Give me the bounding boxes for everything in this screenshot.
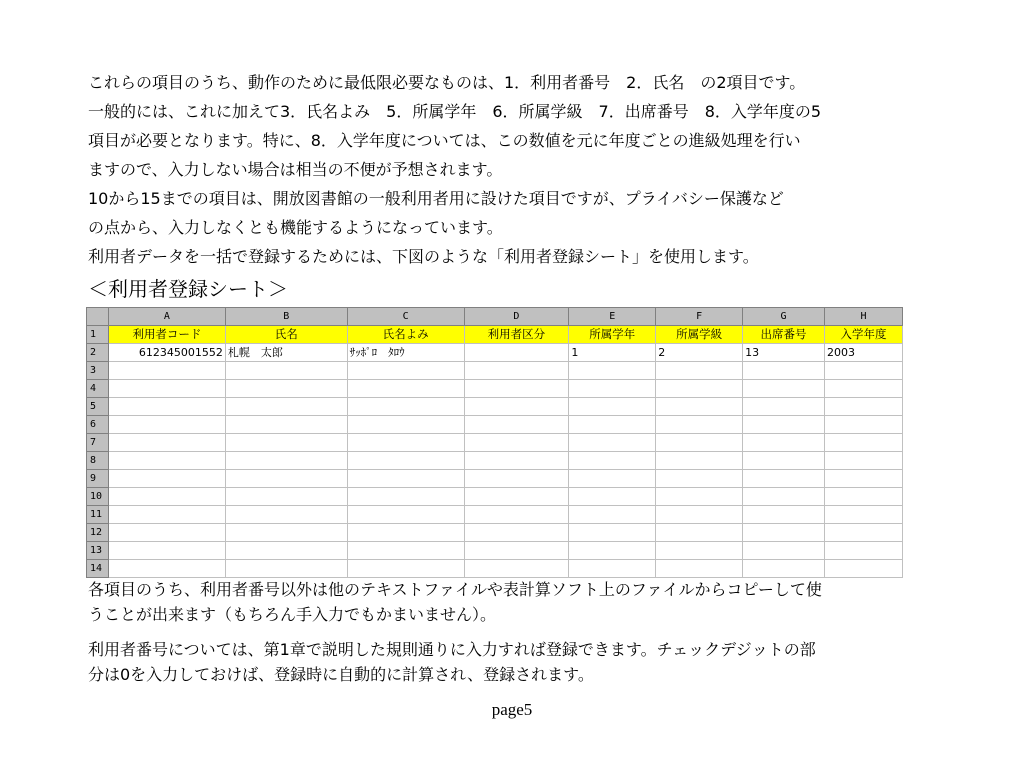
header-cell[interactable]: 氏名よみ: [347, 326, 464, 344]
cell[interactable]: [656, 524, 743, 542]
intro-line: の点から、入力しなくとも機能するようになっています。: [88, 218, 503, 237]
header-cell[interactable]: 入学年度: [825, 326, 903, 344]
cell[interactable]: [108, 488, 225, 506]
cell[interactable]: [656, 542, 743, 560]
cell[interactable]: 13: [743, 344, 825, 362]
cell[interactable]: [569, 524, 656, 542]
cell[interactable]: [569, 542, 656, 560]
intro-line: 10から15までの項目は、開放図書館の一般利用者用に設けた項目ですが、プライバシー保護など: [88, 189, 784, 208]
cell[interactable]: [825, 380, 903, 398]
cell[interactable]: [569, 362, 656, 380]
cell[interactable]: [347, 434, 464, 452]
intro-line: 一般的には、これに加えて3．氏名よみ 5．所属学年 6．所属学級 7．出席番号 8．入学年度の5: [88, 102, 822, 121]
cell[interactable]: [825, 488, 903, 506]
table-row: [87, 380, 903, 398]
table-row: [87, 470, 903, 488]
table-row: [87, 506, 903, 524]
cell[interactable]: ｻｯﾎﾟﾛ ﾀﾛｳ: [347, 344, 464, 362]
intro-line: 利用者データを一括で登録するためには、下図のような「利用者登録シート」を使用します。: [88, 247, 759, 266]
intro-line: ますので、入力しない場合は相当の不便が予想されます。: [88, 160, 503, 179]
cell[interactable]: [569, 560, 656, 578]
table-row: [87, 542, 903, 560]
cell[interactable]: [825, 362, 903, 380]
cell[interactable]: [656, 470, 743, 488]
cell[interactable]: [656, 416, 743, 434]
cell[interactable]: [743, 470, 825, 488]
cell[interactable]: [108, 524, 225, 542]
cell[interactable]: [108, 470, 225, 488]
cell[interactable]: [825, 506, 903, 524]
cell[interactable]: [108, 452, 225, 470]
cell[interactable]: [464, 524, 569, 542]
column-header-f[interactable]: F: [656, 308, 743, 326]
cell[interactable]: [569, 470, 656, 488]
cell[interactable]: [347, 524, 464, 542]
cell[interactable]: [825, 452, 903, 470]
table-row: [87, 362, 903, 380]
table-row: [87, 434, 903, 452]
cell[interactable]: [347, 452, 464, 470]
cell[interactable]: 2003: [825, 344, 903, 362]
cell[interactable]: [225, 560, 347, 578]
row-header[interactable]: 2: [87, 344, 109, 362]
cell[interactable]: [464, 398, 569, 416]
cell[interactable]: [464, 470, 569, 488]
cell[interactable]: [108, 560, 225, 578]
cell[interactable]: 2: [656, 344, 743, 362]
row-header[interactable]: 8: [87, 452, 109, 470]
cell[interactable]: [825, 416, 903, 434]
column-header-g[interactable]: G: [743, 308, 825, 326]
cell[interactable]: [743, 560, 825, 578]
cell[interactable]: [825, 524, 903, 542]
cell[interactable]: [743, 398, 825, 416]
body-line: 利用者番号については、第1章で説明した規則通りに入力すれば登録できます。チェックデジットの部: [88, 640, 816, 659]
cell[interactable]: [225, 470, 347, 488]
row-header[interactable]: 1: [87, 326, 109, 344]
cell[interactable]: [225, 398, 347, 416]
cell[interactable]: [225, 524, 347, 542]
cell[interactable]: [108, 434, 225, 452]
body-line: 各項目のうち、利用者番号以外は他のテキストファイルや表計算ソフト上のファイルからコピーして使: [88, 580, 822, 599]
cell[interactable]: [743, 452, 825, 470]
cell[interactable]: [225, 542, 347, 560]
cell[interactable]: [225, 434, 347, 452]
row-header[interactable]: 11: [87, 506, 109, 524]
cell[interactable]: [825, 398, 903, 416]
body-line: 分は0を入力しておけば、登録時に自動的に計算され、登録されます。: [88, 665, 594, 684]
body-line: うことが出来ます（もちろん手入力でもかまいません）。: [88, 605, 497, 624]
table-row: [87, 560, 903, 578]
cell[interactable]: [225, 362, 347, 380]
table-row: [87, 488, 903, 506]
cell[interactable]: [656, 452, 743, 470]
cell[interactable]: [225, 488, 347, 506]
cell[interactable]: [825, 542, 903, 560]
row-header[interactable]: 4: [87, 380, 109, 398]
cell[interactable]: [569, 488, 656, 506]
cell[interactable]: [347, 506, 464, 524]
cell[interactable]: [825, 560, 903, 578]
cell[interactable]: [464, 506, 569, 524]
spreadsheet-grid: [86, 307, 903, 578]
cell[interactable]: [347, 398, 464, 416]
cell[interactable]: [656, 434, 743, 452]
row-header[interactable]: 3: [87, 362, 109, 380]
page-number: page5: [491, 700, 533, 719]
cell[interactable]: [743, 506, 825, 524]
table-row: [87, 416, 903, 434]
cell[interactable]: [347, 416, 464, 434]
cell[interactable]: [225, 506, 347, 524]
row-header[interactable]: 12: [87, 524, 109, 542]
cell[interactable]: [464, 542, 569, 560]
cell[interactable]: 1: [569, 344, 656, 362]
cell[interactable]: [825, 434, 903, 452]
corner-cell[interactable]: [87, 308, 109, 326]
header-cell[interactable]: 利用者区分: [464, 326, 569, 344]
cell[interactable]: [347, 362, 464, 380]
row-header[interactable]: 5: [87, 398, 109, 416]
table-row: [87, 344, 903, 362]
row-header[interactable]: 7: [87, 434, 109, 452]
header-cell[interactable]: 利用者コード: [108, 326, 225, 344]
cell[interactable]: [743, 416, 825, 434]
cell[interactable]: [108, 380, 225, 398]
cell[interactable]: [464, 560, 569, 578]
cell[interactable]: [464, 362, 569, 380]
cell[interactable]: [656, 560, 743, 578]
cell[interactable]: [743, 488, 825, 506]
cell[interactable]: [464, 416, 569, 434]
column-header-row: [87, 308, 903, 326]
cell[interactable]: [108, 362, 225, 380]
sheet-heading: ＜利用者登録シート＞: [88, 277, 288, 301]
cell[interactable]: [569, 506, 656, 524]
cell[interactable]: 札幌 太郎: [225, 344, 347, 362]
intro-line: これらの項目のうち、動作のために最低限必要なものは、1．利用者番号 2．氏名 の2項目です。: [88, 73, 806, 92]
cell[interactable]: [569, 416, 656, 434]
header-cell[interactable]: 出席番号: [743, 326, 825, 344]
spreadsheet: [86, 307, 903, 574]
cell[interactable]: [656, 362, 743, 380]
cell[interactable]: [225, 452, 347, 470]
column-header-a[interactable]: A: [108, 308, 225, 326]
cell[interactable]: [569, 380, 656, 398]
cell[interactable]: [743, 524, 825, 542]
row-header[interactable]: 6: [87, 416, 109, 434]
cell[interactable]: 612345001552: [108, 344, 225, 362]
column-header-d[interactable]: D: [464, 308, 569, 326]
cell[interactable]: [569, 452, 656, 470]
row-header[interactable]: 14: [87, 560, 109, 578]
cell[interactable]: [656, 380, 743, 398]
cell[interactable]: [743, 380, 825, 398]
cell[interactable]: [825, 470, 903, 488]
cell[interactable]: [347, 542, 464, 560]
cell[interactable]: [569, 434, 656, 452]
cell[interactable]: [225, 416, 347, 434]
table-row: [87, 326, 903, 344]
cell[interactable]: [464, 452, 569, 470]
header-cell[interactable]: 氏名: [225, 326, 347, 344]
cell[interactable]: [347, 560, 464, 578]
cell[interactable]: [464, 380, 569, 398]
cell[interactable]: [108, 506, 225, 524]
table-row: [87, 398, 903, 416]
cell[interactable]: [108, 398, 225, 416]
cell[interactable]: [225, 380, 347, 398]
column-header-e[interactable]: E: [569, 308, 656, 326]
column-header-c[interactable]: C: [347, 308, 464, 326]
row-header[interactable]: 13: [87, 542, 109, 560]
cell[interactable]: [347, 470, 464, 488]
cell[interactable]: [743, 362, 825, 380]
table-row: [87, 524, 903, 542]
cell[interactable]: [347, 380, 464, 398]
cell[interactable]: [464, 488, 569, 506]
cell[interactable]: [464, 344, 569, 362]
cell[interactable]: [108, 416, 225, 434]
cell[interactable]: [656, 488, 743, 506]
table-row: [87, 452, 903, 470]
column-header-h[interactable]: H: [825, 308, 903, 326]
cell[interactable]: [347, 488, 464, 506]
header-cell[interactable]: 所属学年: [569, 326, 656, 344]
row-header[interactable]: 10: [87, 488, 109, 506]
column-header-b[interactable]: B: [225, 308, 347, 326]
intro-line: 項目が必要となります。特に、8．入学年度については、この数値を元に年度ごとの進級処理を行い: [88, 131, 801, 150]
cell[interactable]: [108, 542, 225, 560]
cell[interactable]: [569, 398, 656, 416]
cell[interactable]: [656, 506, 743, 524]
cell[interactable]: [656, 398, 743, 416]
cell[interactable]: [743, 434, 825, 452]
row-header[interactable]: 9: [87, 470, 109, 488]
header-cell[interactable]: 所属学級: [656, 326, 743, 344]
cell[interactable]: [743, 542, 825, 560]
cell[interactable]: [464, 434, 569, 452]
